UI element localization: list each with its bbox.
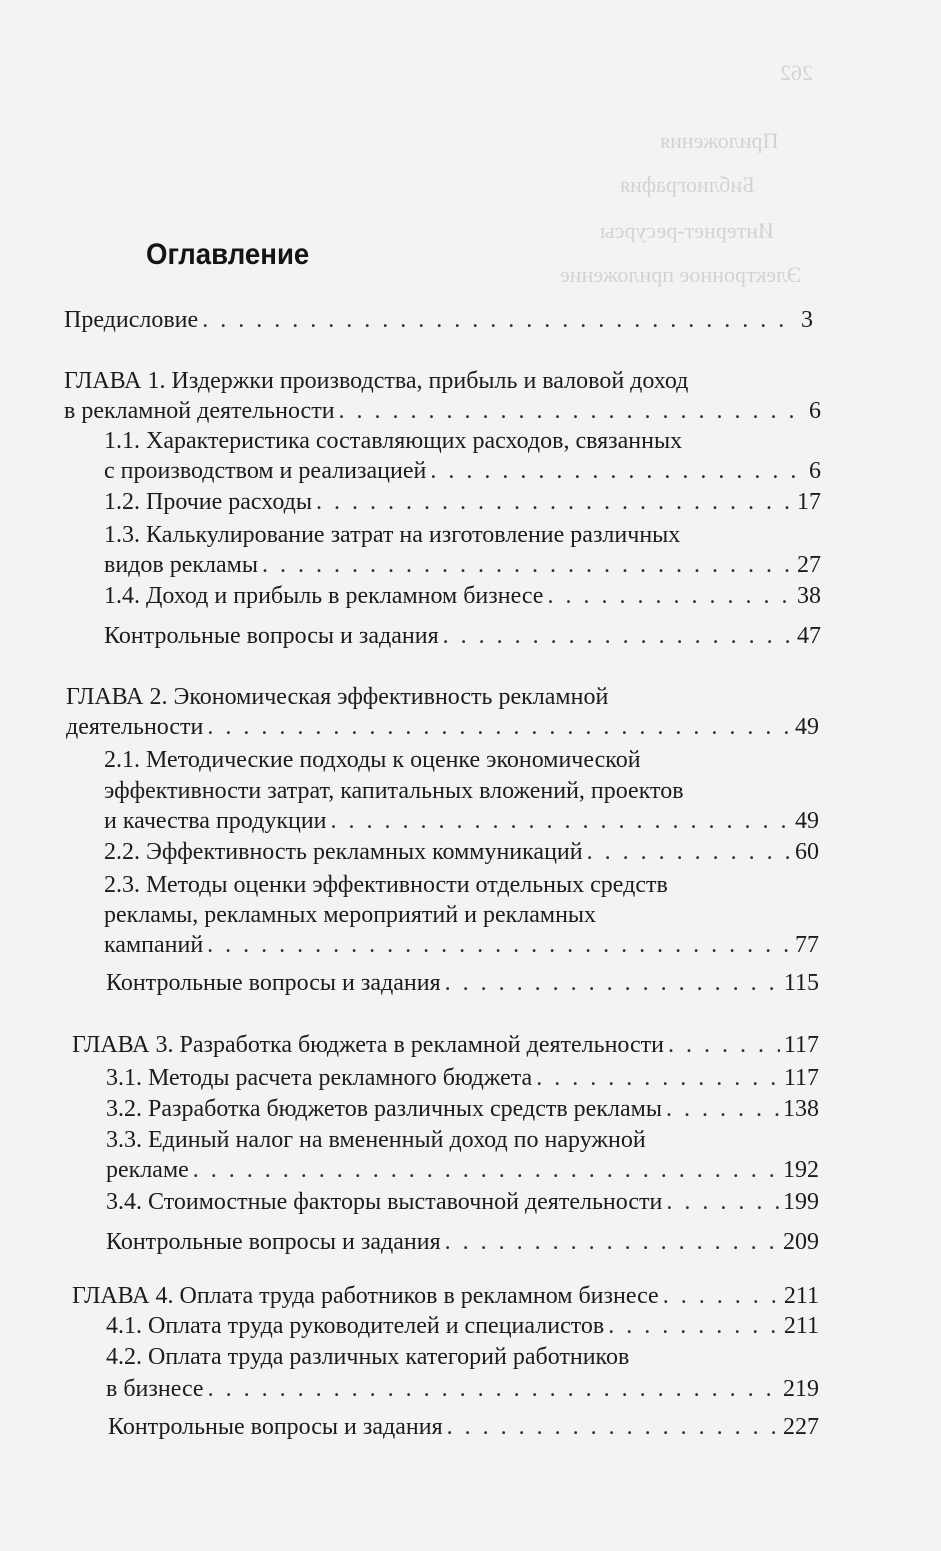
toc-entry-section xyxy=(106,1063,819,1093)
section-title: 1.3. Калькулирование затрат на изготовление различных xyxy=(104,522,681,548)
entry-page: 38 xyxy=(797,583,821,609)
toc-entry-section xyxy=(104,487,821,517)
entry-page: 27 xyxy=(797,552,821,578)
dot-leader xyxy=(430,456,805,486)
entry-label: 1.2. Прочие расходы xyxy=(104,489,312,515)
entry-label: ГЛАВА 4. Оплата труда работников в рекламном бизнесе xyxy=(72,1283,659,1309)
entry-label: деятельности xyxy=(66,714,204,740)
entry-label: 1.4. Доход и прибыль в рекламном бизнесе xyxy=(104,583,544,609)
ghost-line: Электронное приложение xyxy=(560,262,802,287)
entry-label: в бизнесе xyxy=(106,1376,204,1402)
section-title: 1.1. Характеристика составляющих расходов, связанных xyxy=(104,428,683,454)
dot-leader xyxy=(331,806,791,836)
entry-page: 199 xyxy=(783,1189,819,1215)
entry-page: 115 xyxy=(783,970,819,996)
toc-entry-chapter xyxy=(64,396,821,426)
toc-entry-chapter xyxy=(72,1030,819,1060)
entry-label: кампаний xyxy=(104,932,204,958)
entry-label: 3.2. Разработка бюджетов различных средств рекламы xyxy=(106,1096,662,1122)
entry-label: 2.2. Эффективность рекламных коммуникаций xyxy=(104,839,583,865)
toc-entry-chapter xyxy=(72,1281,819,1311)
toc-entry-section xyxy=(104,806,819,836)
entry-page: 6 xyxy=(809,458,821,484)
section-title: 4.2. Оплата труда различных категорий работников xyxy=(106,1344,630,1370)
entry-page: 117 xyxy=(783,1032,819,1058)
entry-page: 219 xyxy=(783,1376,819,1402)
chapter-title: ГЛАВА 1. Издержки производства, прибыль и валовой доход xyxy=(64,368,689,394)
section-title: 2.1. Методические подходы к оценке экономической xyxy=(104,747,641,773)
dot-leader xyxy=(608,1311,780,1341)
chapter-title: ГЛАВА 2. Экономическая эффективность рекламной xyxy=(66,684,609,710)
entry-label: Предисловие xyxy=(64,307,199,333)
toc-entry-section xyxy=(106,1311,819,1341)
entry-label: 4.1. Оплата труда руководителей и специалистов xyxy=(106,1313,605,1339)
toc-entry-questions xyxy=(108,1412,819,1442)
dot-leader xyxy=(445,1227,779,1257)
dot-leader xyxy=(202,305,797,335)
toc-entry-questions xyxy=(106,1227,819,1257)
toc-entry-questions xyxy=(104,621,821,651)
entry-page: 138 xyxy=(783,1096,819,1122)
entry-label: Контрольные вопросы и задания xyxy=(106,970,441,996)
entry-label: Контрольные вопросы и задания xyxy=(106,1229,441,1255)
entry-page: 3 xyxy=(801,307,813,333)
dot-leader xyxy=(663,1281,780,1311)
toc-entry-chapter xyxy=(66,712,819,742)
entry-page: 17 xyxy=(797,489,821,515)
dot-leader xyxy=(447,1412,779,1442)
dot-leader xyxy=(587,837,791,867)
section-title: эффективности затрат, капитальных вложений, проектов xyxy=(104,778,684,804)
toc-entry-section xyxy=(104,581,821,611)
entry-label: и качества продукции xyxy=(104,808,327,834)
ghost-line: Приложения xyxy=(660,128,779,153)
toc-entry-section xyxy=(104,456,821,486)
entry-label: ГЛАВА 3. Разработка бюджета в рекламной деятельности xyxy=(72,1032,664,1058)
dot-leader xyxy=(666,1187,779,1217)
dot-leader xyxy=(536,1063,780,1093)
entry-label: 3.1. Методы расчета рекламного бюджета xyxy=(106,1065,533,1091)
section-title: рекламы, рекламных мероприятий и рекламных xyxy=(104,902,597,928)
entry-label: в рекламной деятельности xyxy=(64,398,335,424)
dot-leader xyxy=(445,968,780,998)
dot-leader xyxy=(193,1155,779,1185)
toc-entry-section xyxy=(104,550,821,580)
dot-leader xyxy=(207,712,791,742)
ghost-line: Библиография xyxy=(620,172,755,197)
section-title: 3.3. Единый налог на вмененный доход по наружной xyxy=(106,1127,646,1153)
entry-page: 227 xyxy=(783,1414,819,1440)
dot-leader xyxy=(666,1094,779,1124)
toc-entry-section xyxy=(106,1155,819,1185)
dot-leader xyxy=(547,581,793,611)
entry-label: рекламе xyxy=(106,1157,189,1183)
entry-page: 47 xyxy=(797,623,821,649)
entry-page: 192 xyxy=(783,1157,819,1183)
dot-leader xyxy=(668,1030,780,1060)
entry-page: 77 xyxy=(795,932,819,958)
dot-leader xyxy=(207,930,791,960)
entry-page: 211 xyxy=(783,1283,819,1309)
section-title: 2.3. Методы оценки эффективности отдельных средств xyxy=(104,872,668,898)
toc-entry-section xyxy=(106,1187,819,1217)
entry-page: 117 xyxy=(783,1065,819,1091)
entry-label: Контрольные вопросы и задания xyxy=(108,1414,443,1440)
dot-leader xyxy=(262,550,793,580)
dot-leader xyxy=(339,396,805,426)
toc-entry-preface xyxy=(64,305,813,335)
ghost-line: Интернет-ресурсы xyxy=(600,218,774,243)
entry-page: 49 xyxy=(795,808,819,834)
dot-leader xyxy=(208,1374,779,1404)
entry-label: 3.4. Стоимостные факторы выставочной деятельности xyxy=(106,1189,663,1215)
toc-entry-section xyxy=(106,1374,819,1404)
entry-label: с производством и реализацией xyxy=(104,458,427,484)
toc-entry-section xyxy=(104,837,819,867)
toc-entry-questions xyxy=(106,968,819,998)
dot-leader xyxy=(316,487,793,517)
entry-page: 49 xyxy=(795,714,819,740)
entry-label: видов рекламы xyxy=(104,552,258,578)
toc-entry-section xyxy=(104,930,819,960)
entry-label: Контрольные вопросы и задания xyxy=(104,623,439,649)
toc-title: Оглавление xyxy=(146,238,310,271)
entry-page: 209 xyxy=(783,1229,819,1255)
entry-page: 211 xyxy=(783,1313,819,1339)
ghost-page-number: 262 xyxy=(780,60,813,85)
dot-leader xyxy=(443,621,793,651)
toc-entry-section xyxy=(106,1094,819,1124)
entry-page: 6 xyxy=(809,398,821,424)
entry-page: 60 xyxy=(795,839,819,865)
